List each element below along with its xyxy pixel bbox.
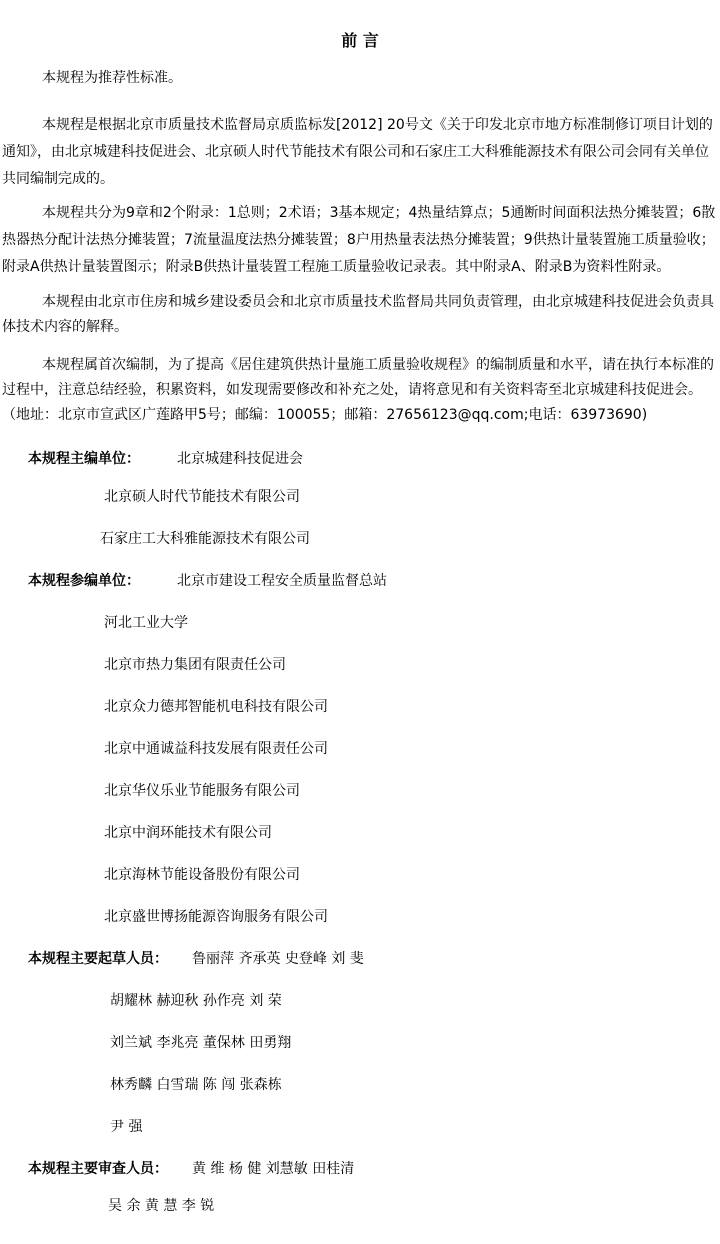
paragraph-line: 体技术内容的解释。 [2, 319, 128, 335]
paragraph-line: 本规程属首次编制，为了提高《居住建筑供热计量施工质量验收规程》的编制质量和水平，请在执行本标准的 [42, 357, 714, 373]
section-reviewers-header [0, 1159, 720, 1179]
unit-name: 石家庄工大科雅能源技术有限公司 [100, 531, 310, 547]
unit-name: 北京中通诚益科技发展有限责任公司 [104, 741, 328, 757]
person-row [0, 991, 720, 1011]
paragraph-line: 通知》，由北京城建科技促进会、北京硕人时代节能技术有限公司和石家庄工大科雅能源技术有限公司会同有关单位 [2, 144, 709, 160]
unit-row [0, 655, 720, 675]
person-row [0, 1117, 720, 1137]
unit-name: 北京中润环能技术有限公司 [104, 825, 272, 841]
person-names: 黄 维 杨 健 刘慧敏 田桂清 [192, 1161, 355, 1177]
person-names: 吴 余 黄 慧 李 锐 [108, 1198, 215, 1214]
unit-row [0, 865, 720, 885]
unit-row [0, 697, 720, 717]
section-label: 本规程参编单位： [28, 573, 140, 589]
unit-name: 北京城建科技促进会 [177, 451, 303, 467]
section-participating-header [0, 571, 720, 591]
person-names: 胡耀林 赫迎秋 孙作亮 刘 荣 [110, 993, 282, 1009]
person-row [0, 1196, 720, 1216]
person-names: 刘兰斌 李兆亮 董保林 田勇翔 [110, 1035, 292, 1051]
paragraph-line: 本规程为推荐性标准。 [42, 70, 182, 86]
section-label: 本规程主编单位： [28, 451, 140, 467]
unit-name: 河北工业大学 [104, 615, 188, 631]
unit-name: 北京市建设工程安全质量监督总站 [177, 573, 387, 589]
unit-row [0, 487, 720, 507]
paragraph-line: 附录A供热计量装置图示；附录B供热计量装置工程施工质量验收记录表。其中附录A、附录B为资料性附录。 [2, 259, 671, 275]
person-names: 鲁丽萍 齐承英 史登峰 刘 斐 [192, 951, 364, 967]
paragraph-line: 本规程由北京市住房和城乡建设委员会和北京市质量技术监督局共同负责管理，由北京城建科技促进会负责具 [42, 294, 714, 310]
paragraph-line: 共同编制完成的。 [2, 171, 114, 187]
unit-row [0, 823, 720, 843]
unit-row [0, 781, 720, 801]
paragraph-line: 热器热分配计法热分摊装置；7流量温度法热分摊装置；8户用热量表法热分摊装置；9供热计量装置施工质量验收； [2, 232, 715, 248]
unit-name: 北京盛世博扬能源咨询服务有限公司 [104, 909, 328, 925]
unit-row [0, 739, 720, 759]
person-row [0, 1033, 720, 1053]
unit-name: 北京众力德邦智能机电科技有限公司 [104, 699, 328, 715]
section-drafters-header [0, 949, 720, 969]
section-chief-editor-header [0, 449, 720, 469]
section-label: 本规程主要审查人员： [28, 1161, 168, 1177]
contact-address-line: （地址：北京市宣武区广莲路甲5号；邮编：100055；邮箱：27656123@qq.com;电话：63973690) [2, 407, 648, 423]
paragraph-line: 本规程是根据北京市质量技术监督局京质监标发[2012] 20号文《关于印发北京市地方标准制修订项目计划的 [42, 117, 713, 133]
person-names: 尹 强 [110, 1119, 143, 1135]
unit-name: 北京硕人时代节能技术有限公司 [104, 489, 300, 505]
paragraph-line: 本规程共分为9章和2个附录：1总则；2术语；3基本规定；4热量结算点；5通断时间面积法热分摊装置；6散 [42, 205, 716, 221]
unit-row [0, 907, 720, 927]
unit-name: 北京华仪乐业节能服务有限公司 [104, 783, 300, 799]
unit-row [0, 529, 720, 549]
unit-row [0, 613, 720, 633]
paragraph-line: 过程中，注意总结经验，积累资料，如发现需要修改和补充之处，请将意见和有关资料寄至北京城建科技促进会。 [2, 382, 702, 398]
person-names: 林秀麟 白雪瑞 陈 闯 张森栋 [110, 1077, 282, 1093]
person-row [0, 1075, 720, 1095]
section-label: 本规程主要起草人员： [28, 951, 168, 967]
unit-name: 北京市热力集团有限责任公司 [104, 657, 286, 673]
unit-name: 北京海林节能设备股份有限公司 [104, 867, 300, 883]
page-title: 前 言 [341, 31, 379, 50]
